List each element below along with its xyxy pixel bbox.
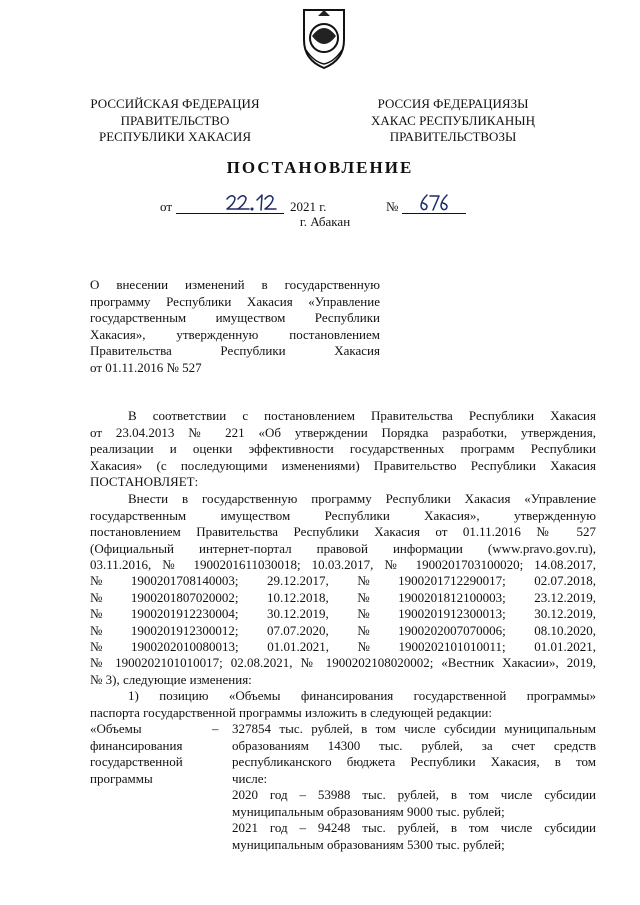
- row-cell: №: [357, 639, 370, 654]
- passport-value-line: 2021 год – 94248 тыс. рублей, в том числе субсидии: [232, 820, 596, 835]
- item-1: [90, 688, 596, 721]
- header-left-line: РЕСПУБЛИКИ ХАКАСИЯ: [98, 129, 251, 144]
- row-cell: №: [90, 639, 103, 654]
- row-cell: 1900201807020002;: [130, 589, 239, 605]
- row-cell: 23.12.2019,: [534, 589, 596, 605]
- subject-block: [90, 277, 380, 376]
- body-paragraph: [90, 491, 596, 574]
- header-left-line: ПРАВИТЕЛЬСТВО: [120, 112, 230, 128]
- row-cell: 08.10.2020,: [534, 622, 596, 638]
- row-cell: 1900202101010011;: [398, 639, 506, 654]
- subject-line: программу Республики Хакасия «Управление: [90, 293, 380, 309]
- body-line: № 1900202101010017; 02.08.2021, № 1900202108020002; «Вестник Хакасии», 2019,: [90, 655, 596, 670]
- preamble-line: от 23.04.2013 № 221 «Об утверждении Порядка разработки, утверждения,: [90, 424, 596, 440]
- subject-line: от 01.11.2016 № 527: [90, 359, 202, 375]
- body-end: [90, 655, 596, 688]
- subject-line: Хакасия», утвержденную постановлением: [90, 326, 380, 342]
- handwritten-number: [418, 191, 452, 215]
- row-cell: 01.01.2021,: [534, 639, 596, 654]
- row-cell: №: [90, 606, 103, 621]
- header-right: [352, 96, 554, 146]
- row-cell: №: [90, 589, 103, 605]
- row-cell: 1900201912230004;: [130, 606, 239, 621]
- passport-value-line: муниципальным образованиям 5300 тыс. рублей;: [232, 836, 505, 852]
- passport-label-line: «Объемы: [90, 721, 142, 736]
- number-label: №: [386, 199, 399, 214]
- row-cell: 1900202010080013;: [130, 639, 239, 654]
- preamble-line: ПОСТАНОВЛЯЕТ:: [90, 474, 199, 489]
- row-cell: 30.12.2019,: [534, 606, 596, 621]
- passport-value-line: 2020 год – 53988 тыс. рублей, в том числе субсидии: [232, 787, 596, 802]
- row-cell: 1900201912300012;: [130, 622, 239, 638]
- registry-row: [90, 606, 596, 623]
- row-cell: 01.01.2021,: [267, 639, 329, 654]
- body-line: № 3), следующие изменения:: [90, 671, 252, 687]
- date-from-label: от: [160, 199, 173, 214]
- passport-value-line: муниципальным образованиям 9000 тыс. рублей;: [232, 803, 505, 819]
- registry-row: [90, 623, 596, 640]
- row-cell: 1900201912300013;: [398, 606, 506, 621]
- document-title: ПОСТАНОВЛЕНИЕ: [226, 158, 414, 177]
- row-cell: 30.12.2019,: [267, 606, 329, 621]
- body-line: (Официальный интернет-портал правовой информации (www.pravo.gov.ru),: [90, 540, 596, 556]
- row-cell: 1900201812100003;: [398, 589, 506, 605]
- row-cell: №: [357, 622, 370, 638]
- passport-label-line: программы: [90, 770, 153, 786]
- subject-line: О внесении изменений в государственную: [90, 277, 380, 292]
- passport-value-line: 327854 тыс. рублей, в том числе субсидии муниципальным: [232, 721, 596, 736]
- row-cell: 1900202007070006;: [398, 622, 506, 638]
- passport-value-line: числе:: [232, 770, 268, 786]
- preamble-line: Хакасия» (с последующими изменениями) Правительство Республики Хакасия: [90, 457, 596, 473]
- row-cell: №: [357, 589, 370, 605]
- passport-label-line: государственной: [90, 754, 183, 769]
- preamble: [90, 408, 596, 491]
- registry-row: [90, 639, 596, 656]
- preamble-line: В соответствии с постановлением Правительства Республики Хакасия: [128, 408, 596, 423]
- preamble-line: реализации и оценки эффективности государственных программ Республики: [90, 441, 596, 456]
- body-line: 03.11.2016, № 1900201611030018; 10.03.2017, № 1900201703100020; 14.08.2017,: [90, 557, 596, 572]
- header-left: [78, 96, 272, 146]
- handwritten-date: [224, 191, 280, 215]
- row-cell: 07.07.2020,: [267, 622, 329, 638]
- city: г. Абакан: [299, 214, 351, 229]
- passport-value-line: республиканского бюджета Республики Хакасия, в том: [232, 754, 596, 769]
- row-cell: №: [90, 573, 103, 588]
- subject-line: государственным имуществом Республики: [90, 310, 380, 325]
- header-right-line: ПРАВИТЕЛЬСТВОЗЫ: [389, 129, 517, 144]
- registry-row: [90, 573, 596, 590]
- header-right-line: РОССИЯ ФЕДЕРАЦИЯЗЫ: [377, 96, 529, 111]
- row-cell: 1900201708140003;: [130, 573, 239, 588]
- passport-value-line: образованиям 14300 тыс. рублей, за счет средств: [232, 737, 596, 753]
- row-cell: №: [90, 622, 103, 638]
- row-cell: 29.12.2017,: [267, 573, 329, 588]
- row-cell: 1900201712290017;: [398, 573, 506, 588]
- coat-of-arms-emblem: [298, 6, 350, 72]
- header-right-line: ХАКАС РЕСПУБЛИКАНЫҢ: [370, 112, 536, 128]
- body-line: постановлением Правительства Республики Хакасия от 01.11.2016 № 527: [90, 524, 596, 539]
- body-line: государственным имуществом Республики Хакасия», утвержденную: [90, 507, 596, 523]
- passport-label: [90, 721, 220, 787]
- passport-label-line: финансирования: [90, 737, 183, 753]
- passport-dash: –: [212, 721, 219, 736]
- registry-row: [90, 590, 596, 607]
- subject-line: Правительства Республики Хакасия: [90, 343, 380, 358]
- date-year: 2021 г.: [290, 199, 327, 214]
- row-cell: №: [357, 606, 370, 621]
- row-cell: 02.07.2018,: [534, 573, 596, 588]
- body-line: Внести в государственную программу Республики Хакасия «Управление: [128, 491, 596, 506]
- item-1-line: паспорта государственной программы изложить в следующей редакции:: [90, 704, 492, 720]
- header-left-line: РОССИЙСКАЯ ФЕДЕРАЦИЯ: [90, 96, 260, 111]
- row-cell: 10.12.2018,: [267, 589, 329, 605]
- item-1-line: 1) позицию «Объемы финансирования государственной программы»: [128, 688, 596, 703]
- passport-value: [232, 721, 596, 853]
- row-cell: №: [357, 573, 370, 588]
